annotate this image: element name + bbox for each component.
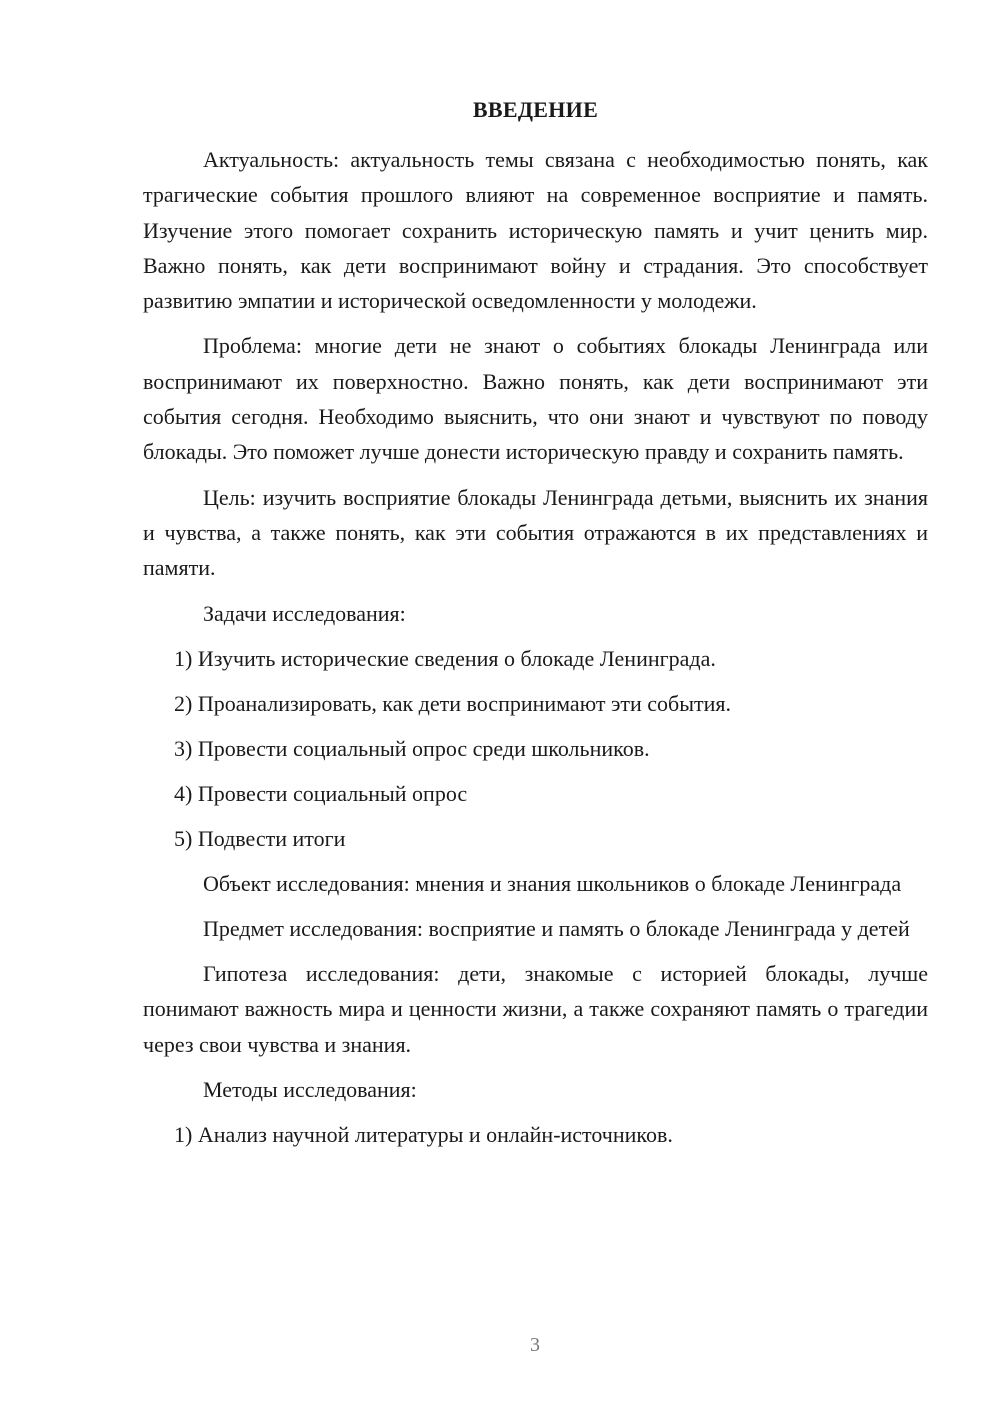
task-item: 1) Изучить исторические сведения о блокаде Ленинграда. (174, 645, 716, 671)
tasks-heading: Задачи исследования: (203, 600, 406, 626)
goal-paragraph: Цель: изучить восприятие блокады Ленинграда детьми, выяснить их знания и чувства, а также понять, как эти события отражаются в их представлениях и памяти. (143, 484, 928, 581)
method-item: 1) Анализ научной литературы и онлайн-источников. (174, 1122, 673, 1148)
problem-paragraph: Проблема: многие дети не знают о событиях блокады Ленинграда или воспринимают их поверхностно. Важно понять, как дети воспринимают эти события сегодня. Необходимо выяснить, что они знают и чувствуют по поводу блокады. Это поможет лучше донести историческую правду и сохранить память. (143, 333, 928, 465)
task-item: 4) Провести социальный опрос (174, 780, 468, 806)
task-item: 3) Провести социальный опрос среди школьников. (174, 735, 650, 761)
document-page (143, 96, 928, 1162)
subject-paragraph: Предмет исследования: восприятие и память о блокаде Ленинграда у детей (203, 915, 910, 941)
object-paragraph: Объект исследования: мнения и знания школьников о блокаде Ленинграда (203, 870, 902, 896)
methods-heading: Методы исследования: (203, 1077, 417, 1103)
relevance-paragraph: Актуальность: актуальность темы связана с необходимостью понять, как трагические события прошлого влияют на современное восприятие и память. Изучение этого помогает сохранить историческую память и учит ценить мир. Важно понять, как дети воспринимают войну и страдания. Это способствует развитию эмпатии и исторической осведомленности у молодежи. (143, 147, 928, 314)
task-item: 5) Подвести итоги (174, 825, 346, 851)
task-item: 2) Проанализировать, как дети воспринимают эти события. (174, 690, 732, 716)
page-number: 3 (530, 1334, 540, 1356)
section-title: ВВЕДЕНИЕ (472, 97, 599, 122)
hypothesis-paragraph: Гипотеза исследования: дети, знакомые с историей блокады, лучше понимают важность мира и ценности жизни, а также сохраняют память о трагедии через свои чувства и знания. (143, 961, 928, 1057)
